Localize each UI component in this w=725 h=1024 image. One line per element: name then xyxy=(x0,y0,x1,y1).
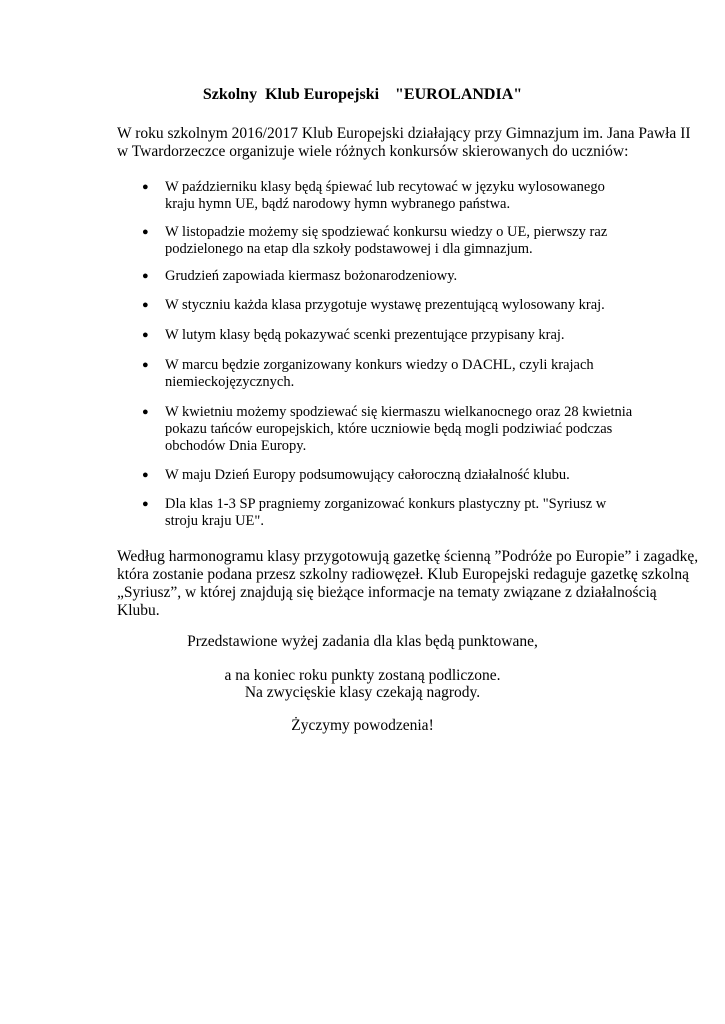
closing-line: Na zwycięskie klasy czekają nagrody. xyxy=(244,684,481,701)
document-title: Szkolny Klub Europejski "EUROLANDIA" xyxy=(202,86,523,103)
list-item-line: W listopadzie możemy się spodziewać konkursu wiedzy o UE, pierwszy raz xyxy=(165,224,608,240)
bullet-icon: ● xyxy=(142,498,149,510)
list-item-line: pokazu tańców europejskich, które uczniowie będą mogli podziwiać podczas xyxy=(165,421,613,437)
list-item-text xyxy=(165,179,625,213)
list-item-line: W lutym klasy będą pokazywać scenki prezentujące przypisany kraj. xyxy=(165,327,565,343)
bullet-icon: ● xyxy=(142,270,149,282)
list-item-line: kraju hymn UE, bądź narodowy hymn wybranego państwa. xyxy=(165,196,511,212)
list-item-text xyxy=(165,357,625,391)
schedule-paragraph xyxy=(117,548,699,620)
list-item-text xyxy=(165,467,625,484)
paragraph-line: „Syriusz”, w której znajdują się bieżące informacje na tematy związane z działalnością xyxy=(117,584,657,601)
closing-line: Życzymy powodzenia! xyxy=(291,717,434,734)
list-item-line: obchodów Dnia Europy. xyxy=(165,438,307,454)
closing-line: Przedstawione wyżej zadania dla klas będą punktowane, xyxy=(187,633,538,650)
bullet-icon: ● xyxy=(142,181,149,193)
list-item-text xyxy=(165,404,633,455)
bullet-icon: ● xyxy=(142,359,149,371)
list-item-line: podzielonego na etap dla szkoły podstawowej i dla gimnazjum. xyxy=(165,241,533,257)
list-item-line: W styczniu każda klasa przygotuje wystawę prezentującą wylosowany kraj. xyxy=(165,297,605,313)
list-item-text xyxy=(165,224,625,258)
list-item-line: stroju kraju UE". xyxy=(165,513,264,529)
bullet-icon: ● xyxy=(142,406,149,418)
list-item-text xyxy=(165,297,625,314)
list-item-text xyxy=(165,496,625,530)
list-item-line: W październiku klasy będą śpiewać lub recytować w języku wylosowanego xyxy=(165,179,605,195)
list-item-line: W marcu będzie zorganizowany konkurs wiedzy o DACHL, czyli krajach xyxy=(165,357,594,373)
paragraph-line: Klubu. xyxy=(117,602,160,619)
list-item-line: Grudzień zapowiada kiermasz bożonarodzeniowy. xyxy=(165,268,458,284)
bullet-icon: ● xyxy=(142,469,149,481)
list-item-line: niemieckojęzycznych. xyxy=(165,374,295,390)
bullet-icon: ● xyxy=(142,226,149,238)
list-item-line: W maju Dzień Europy podsumowujący całoroczną działalność klubu. xyxy=(165,467,570,483)
list-item-text xyxy=(165,268,625,285)
list-item-text xyxy=(165,327,625,344)
list-item-line: W kwietniu możemy spodziewać się kiermaszu wielkanocnego oraz 28 kwietnia xyxy=(165,404,633,420)
intro-line: w Twardorzeczce organizuje wiele różnych konkursów skierowanych do uczniów: xyxy=(117,143,629,160)
bullet-icon: ● xyxy=(142,329,149,341)
paragraph-line: która zostanie podana przesz szkolny radiowęzeł. Klub Europejski redaguje gazetkę szkolną xyxy=(117,566,689,583)
list-item-line: Dla klas 1-3 SP pragniemy zorganizować konkurs plastyczny pt. "Syriusz w xyxy=(165,496,607,512)
closing-line: a na koniec roku punkty zostaną podliczone. xyxy=(224,667,501,684)
paragraph-line: Według harmonogramu klasy przygotowują gazetkę ścienną ”Podróże po Europie” i zagadkę, xyxy=(117,548,699,565)
bullet-icon: ● xyxy=(142,299,149,311)
intro-line: W roku szkolnym 2016/2017 Klub Europejski działający przy Gimnazjum im. Jana Pawła II xyxy=(117,125,691,142)
